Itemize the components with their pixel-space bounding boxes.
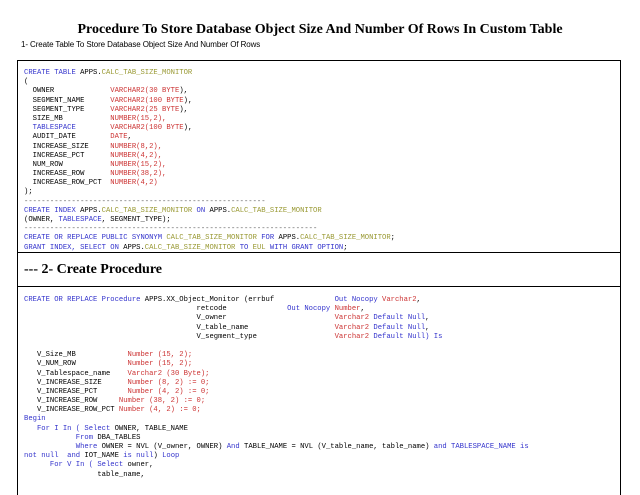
code-token: INCREASE_PCT <box>24 151 111 160</box>
code-line <box>24 305 529 314</box>
code-line <box>24 161 395 170</box>
code-token: TABLE_NAME = NVL (V_table_name, table_name) <box>244 443 434 451</box>
code-token: (25 <box>144 105 163 114</box>
code-token: ; <box>390 234 395 243</box>
code-token: Out Nocopy <box>287 305 335 314</box>
code-token: TABLESPACE <box>58 216 102 224</box>
code-token: VARCHAR2 <box>110 96 145 105</box>
code-token: OWNER = NVL (V_owner, OWNER) <box>101 443 227 451</box>
code-line <box>24 179 395 188</box>
code-token: V_Size_MB <box>24 351 128 360</box>
code-token: -------------------------------------------------------------------- <box>24 225 318 234</box>
code-token: CALC_TAB_SIZE_MONITOR <box>231 206 322 215</box>
code-token: (15, 2); <box>157 360 193 369</box>
code-token: (100 <box>144 96 167 105</box>
code-token: , <box>425 323 430 332</box>
page-title: Procedure To Store Database Object Size And Number Of Rows In Custom Table <box>77 22 563 37</box>
code-line <box>24 443 529 452</box>
code-token: CALC_TAB_SIZE_MONITOR <box>300 234 391 243</box>
code-token: V_Tablespace_name <box>24 369 128 378</box>
code-token: TO <box>235 243 253 252</box>
code-line <box>24 170 395 179</box>
code-token: , <box>127 133 132 142</box>
code-token: NUMBER <box>110 179 137 188</box>
code-token: ON <box>192 206 210 215</box>
code-line <box>24 425 529 434</box>
code-line <box>24 296 529 305</box>
create-table-code <box>24 69 395 253</box>
page-subtitle: 1- Create Table To Store Database Object Size And Number Of Rows <box>21 40 261 49</box>
code-token: APPS. <box>278 234 301 243</box>
code-token: V_INCREASE_SIZE <box>24 378 128 387</box>
code-token: ( <box>24 78 29 87</box>
code-token: Loop <box>162 452 180 461</box>
code-token: TABLESPACE_NAME is <box>451 443 529 451</box>
code-line <box>24 370 529 379</box>
code-line <box>24 351 529 360</box>
code-token: BYTE <box>162 87 180 96</box>
code-token: is null <box>123 452 154 461</box>
code-token: (100 <box>144 124 167 133</box>
code-token: V_table_name <box>24 323 335 332</box>
code-line <box>24 133 395 142</box>
code-line <box>24 244 395 253</box>
code-token: V_NUM_ROW <box>24 360 128 369</box>
code-token: (8, 2) := 0; <box>157 378 210 387</box>
code-token: WITH GRANT OPTION <box>269 243 344 252</box>
code-token: ) Is <box>425 332 443 341</box>
code-line <box>24 452 529 461</box>
code-token: V_INCREASE_ROW <box>24 397 119 406</box>
code-token: , <box>416 296 421 304</box>
code-token: NUM_ROW <box>24 160 111 169</box>
code-token: Default Null <box>373 323 426 332</box>
code-line <box>24 397 529 406</box>
code-line <box>24 406 529 415</box>
code-token: Number <box>118 397 150 406</box>
code-line <box>24 434 529 443</box>
code-line <box>24 78 395 87</box>
code-line <box>24 333 529 342</box>
code-token: Number <box>127 378 158 387</box>
code-token: APPS. <box>123 243 145 252</box>
code-line <box>24 342 529 351</box>
code-token: NUMBER <box>110 114 137 123</box>
code-token: NUMBER <box>110 142 137 151</box>
code-token: INCREASE_SIZE <box>24 142 111 151</box>
code-line <box>24 324 529 333</box>
code-token: IOT_NAME <box>84 452 124 461</box>
code-token: NUMBER <box>110 170 137 179</box>
code-token: ), <box>179 105 188 114</box>
code-line <box>24 225 395 234</box>
code-token: , SEGMENT_TYPE); <box>101 216 171 224</box>
code-token: BYTE <box>166 124 184 133</box>
code-token: SEGMENT_TYPE <box>24 105 111 114</box>
code-token: table_name, <box>24 470 145 479</box>
code-line <box>24 115 395 124</box>
code-token: DATE <box>110 133 128 142</box>
code-line <box>24 87 395 96</box>
code-token: ), <box>183 96 193 105</box>
code-token: CREATE OR REPLACE PUBLIC SYNONYM <box>24 234 167 243</box>
code-line <box>24 314 529 323</box>
code-token: retcode <box>24 305 288 314</box>
code-line <box>24 106 395 115</box>
code-token: (15, 2); <box>157 351 193 360</box>
create-procedure-code <box>24 296 529 480</box>
code-token: Number <box>127 351 158 360</box>
code-token: INCREASE_ROW <box>24 170 111 179</box>
code-line <box>24 360 529 369</box>
code-token: (15,2), <box>136 114 167 123</box>
code-token: Number <box>118 406 150 415</box>
code-token: SEGMENT_NAME <box>24 96 111 105</box>
code-token: SIZE_MB <box>24 114 111 123</box>
section-heading-box <box>17 253 621 287</box>
code-token: and <box>67 452 85 461</box>
code-token: Default Null <box>373 314 426 323</box>
code-token: NUMBER <box>110 151 137 160</box>
code-token: V_INCREASE_ROW_PCT <box>24 406 119 415</box>
code-token: DBA_TABLES <box>97 433 141 442</box>
code-token: BYTE <box>166 96 184 105</box>
code-line <box>24 69 395 78</box>
code-token: (30 Byte); <box>166 369 210 378</box>
code-line <box>24 461 529 470</box>
create-procedure-code-box <box>17 287 621 495</box>
code-line <box>24 198 395 207</box>
code-token: Varchar2 <box>334 332 374 341</box>
code-token: Varchar2 <box>382 296 417 304</box>
code-token: and <box>433 443 452 451</box>
code-line <box>24 207 395 216</box>
code-token: owner, <box>127 461 154 470</box>
section-heading: --- 2- Create Procedure <box>24 262 162 277</box>
code-token: For I In ( <box>24 424 85 433</box>
code-token: (8,2), <box>136 142 163 151</box>
code-token: OWNER <box>24 87 111 96</box>
code-line <box>24 97 395 106</box>
code-token: Varchar2 <box>127 369 167 378</box>
code-token: CREATE TABLE <box>24 69 81 77</box>
code-token: (4, 2) := 0; <box>149 406 201 415</box>
code-token: (4, 2) := 0; <box>157 387 210 396</box>
code-token: APPS. <box>209 206 232 215</box>
code-line <box>24 471 529 480</box>
code-token: APPS. <box>80 206 102 215</box>
code-token: INCREASE_ROW_PCT <box>24 179 111 188</box>
code-line <box>24 188 395 197</box>
code-token: V_owner <box>24 314 335 323</box>
code-token: CREATE INDEX <box>24 206 81 215</box>
code-token: CALC_TAB_SIZE_MONITOR <box>144 243 236 252</box>
code-token: Out Nocopy <box>334 296 383 304</box>
code-token: EUL <box>252 243 270 252</box>
code-token: For V In ( <box>24 461 98 470</box>
create-table-code-box <box>17 60 621 253</box>
code-token: not null <box>24 452 68 461</box>
code-token: , <box>360 305 365 314</box>
code-token: (38,2), <box>136 170 167 179</box>
code-token: Varchar2 <box>334 314 374 323</box>
code-token: NUMBER <box>110 160 137 169</box>
code-token: V_INCREASE_PCT <box>24 387 128 396</box>
code-token: APPS.XX_Object_Monitor (errbuf <box>144 296 335 304</box>
code-token: AUDIT_DATE <box>24 133 111 142</box>
code-token: (4,2), <box>136 151 163 160</box>
code-token: ), <box>183 124 193 133</box>
code-line <box>24 388 529 397</box>
code-token: Default Null <box>373 332 426 341</box>
code-token: CREATE OR REPLACE Procedure <box>24 296 145 304</box>
code-token: And <box>226 443 244 451</box>
code-token: Select <box>84 424 115 433</box>
code-line <box>24 124 395 133</box>
code-token: APPS. <box>80 69 102 77</box>
code-token: ), <box>179 87 188 96</box>
code-line <box>24 379 529 388</box>
code-token: ); <box>24 188 33 197</box>
code-token: VARCHAR2 <box>110 87 145 96</box>
code-line <box>24 415 529 424</box>
code-token: OWNER, TABLE_NAME <box>114 424 188 433</box>
code-token: , <box>425 314 430 323</box>
code-token: Number <box>127 360 158 369</box>
code-token: -------------------------------------------------------- <box>24 197 266 206</box>
code-token: Varchar2 <box>334 323 374 332</box>
code-token: V_segment_type <box>24 332 335 341</box>
code-line <box>24 152 395 161</box>
code-token: CALC_TAB_SIZE_MONITOR <box>101 206 193 215</box>
code-token: CALC_TAB_SIZE_MONITOR <box>166 234 257 243</box>
code-token: Where <box>24 443 102 451</box>
code-token: BYTE <box>162 105 180 114</box>
code-token: Number <box>334 305 361 314</box>
code-token: CALC_TAB_SIZE_MONITOR <box>101 69 193 77</box>
code-token: Select <box>97 461 128 470</box>
code-line <box>24 234 395 243</box>
code-token: TABLESPACE <box>24 124 111 133</box>
code-line <box>24 143 395 152</box>
code-token: ) <box>153 452 163 461</box>
code-token: FOR <box>256 234 279 243</box>
code-token: (15,2), <box>136 160 167 169</box>
code-token: VARCHAR2 <box>110 124 145 133</box>
code-token: (38, 2) := 0; <box>149 397 206 406</box>
code-token: Number <box>127 387 158 396</box>
code-token: GRANT INDEX, SELECT ON <box>24 243 124 252</box>
code-line <box>24 216 395 225</box>
code-token: (OWNER, <box>24 216 59 224</box>
code-token: (30 <box>144 87 163 96</box>
code-token: Begin <box>24 415 46 424</box>
code-token: (4,2) <box>136 179 158 188</box>
code-token: From <box>24 433 98 442</box>
code-token: ; <box>343 243 348 252</box>
code-token: VARCHAR2 <box>110 105 145 114</box>
